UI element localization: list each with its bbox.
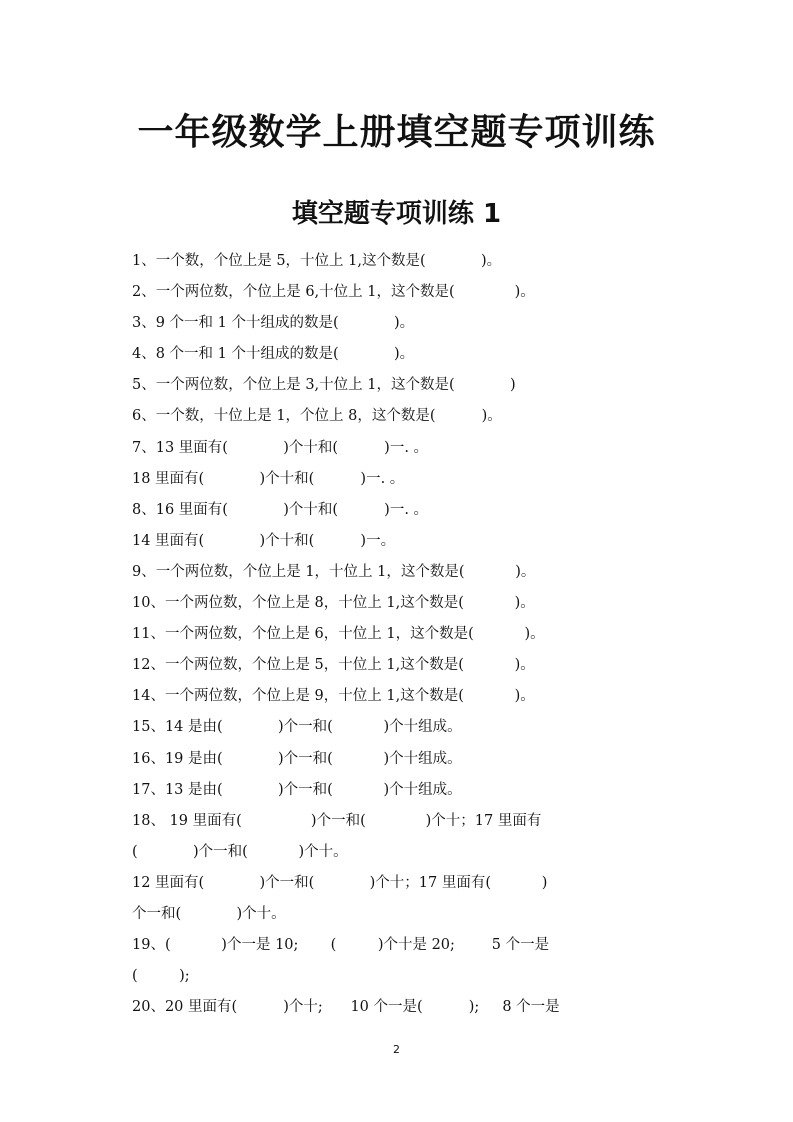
question-line: 3、9 个一和 1 个十组成的数是( )。 xyxy=(132,315,415,332)
question-line: 5、一个两位数，个位上是 3,十位上 1，这个数是( ) xyxy=(132,377,516,394)
question-line: 18、 19 里面有( )个一和( )个十；17 里面有 xyxy=(132,812,542,829)
question-line: 7、13 里面有( )个十和( )一. 。 xyxy=(132,439,429,456)
question-line: ( )个一和( )个十。 xyxy=(132,843,348,860)
question-line: 14 里面有( )个十和( )一。 xyxy=(132,532,396,549)
question-line: 16、19 是由( )个一和( )个十组成。 xyxy=(132,750,462,767)
question-line: 个一和( )个十。 xyxy=(132,905,286,922)
question-line: 15、14 是由( )个一和( )个十组成。 xyxy=(132,719,462,736)
question-line: 2、一个两位数，个位上是 6,十位上 1，这个数是( )。 xyxy=(132,284,535,301)
question-line: 4、8 个一和 1 个十组成的数是( )。 xyxy=(132,346,415,363)
section-subtitle: 填空题专项训练 1 xyxy=(291,199,502,229)
question-line: 8、16 里面有( )个十和( )一. 。 xyxy=(132,501,429,518)
question-line: 1、一个数，个位上是 5，十位上 1,这个数是( )。 xyxy=(132,253,502,269)
question-line: 19、( )个一是 10; ( )个十是 20; 5 个一是 xyxy=(132,937,550,954)
question-line: 18 里面有( )个十和( )一. 。 xyxy=(132,470,405,487)
question-line: 20、20 里面有( )个十; 10 个一是( ); 8 个一是 xyxy=(132,999,560,1016)
question-line: 17、13 是由( )个一和( )个十组成。 xyxy=(132,781,462,798)
document-title: 一年级数学上册填空题专项训练 xyxy=(137,112,656,153)
question-line: 14、一个两位数，个位上是 9，十位上 1,这个数是( )。 xyxy=(132,688,535,705)
question-line: ( ); xyxy=(132,968,190,985)
question-list xyxy=(132,246,677,1023)
question-line: 12 里面有( )个一和( )个十；17 里面有( ) xyxy=(132,874,548,891)
question-line: 10、一个两位数，个位上是 8，十位上 1,这个数是( )。 xyxy=(132,595,535,612)
page-number: 2 xyxy=(393,1043,400,1056)
question-line: 6、一个数，十位上是 1，个位上 8，这个数是( )。 xyxy=(132,408,502,425)
question-line: 9、一个两位数，个位上是 1，十位上 1，这个数是( )。 xyxy=(132,563,536,580)
question-line: 12、一个两位数，个位上是 5，十位上 1,这个数是( )。 xyxy=(132,657,535,674)
question-line: 11、一个两位数，个位上是 6，十位上 1，这个数是( )。 xyxy=(132,626,545,643)
